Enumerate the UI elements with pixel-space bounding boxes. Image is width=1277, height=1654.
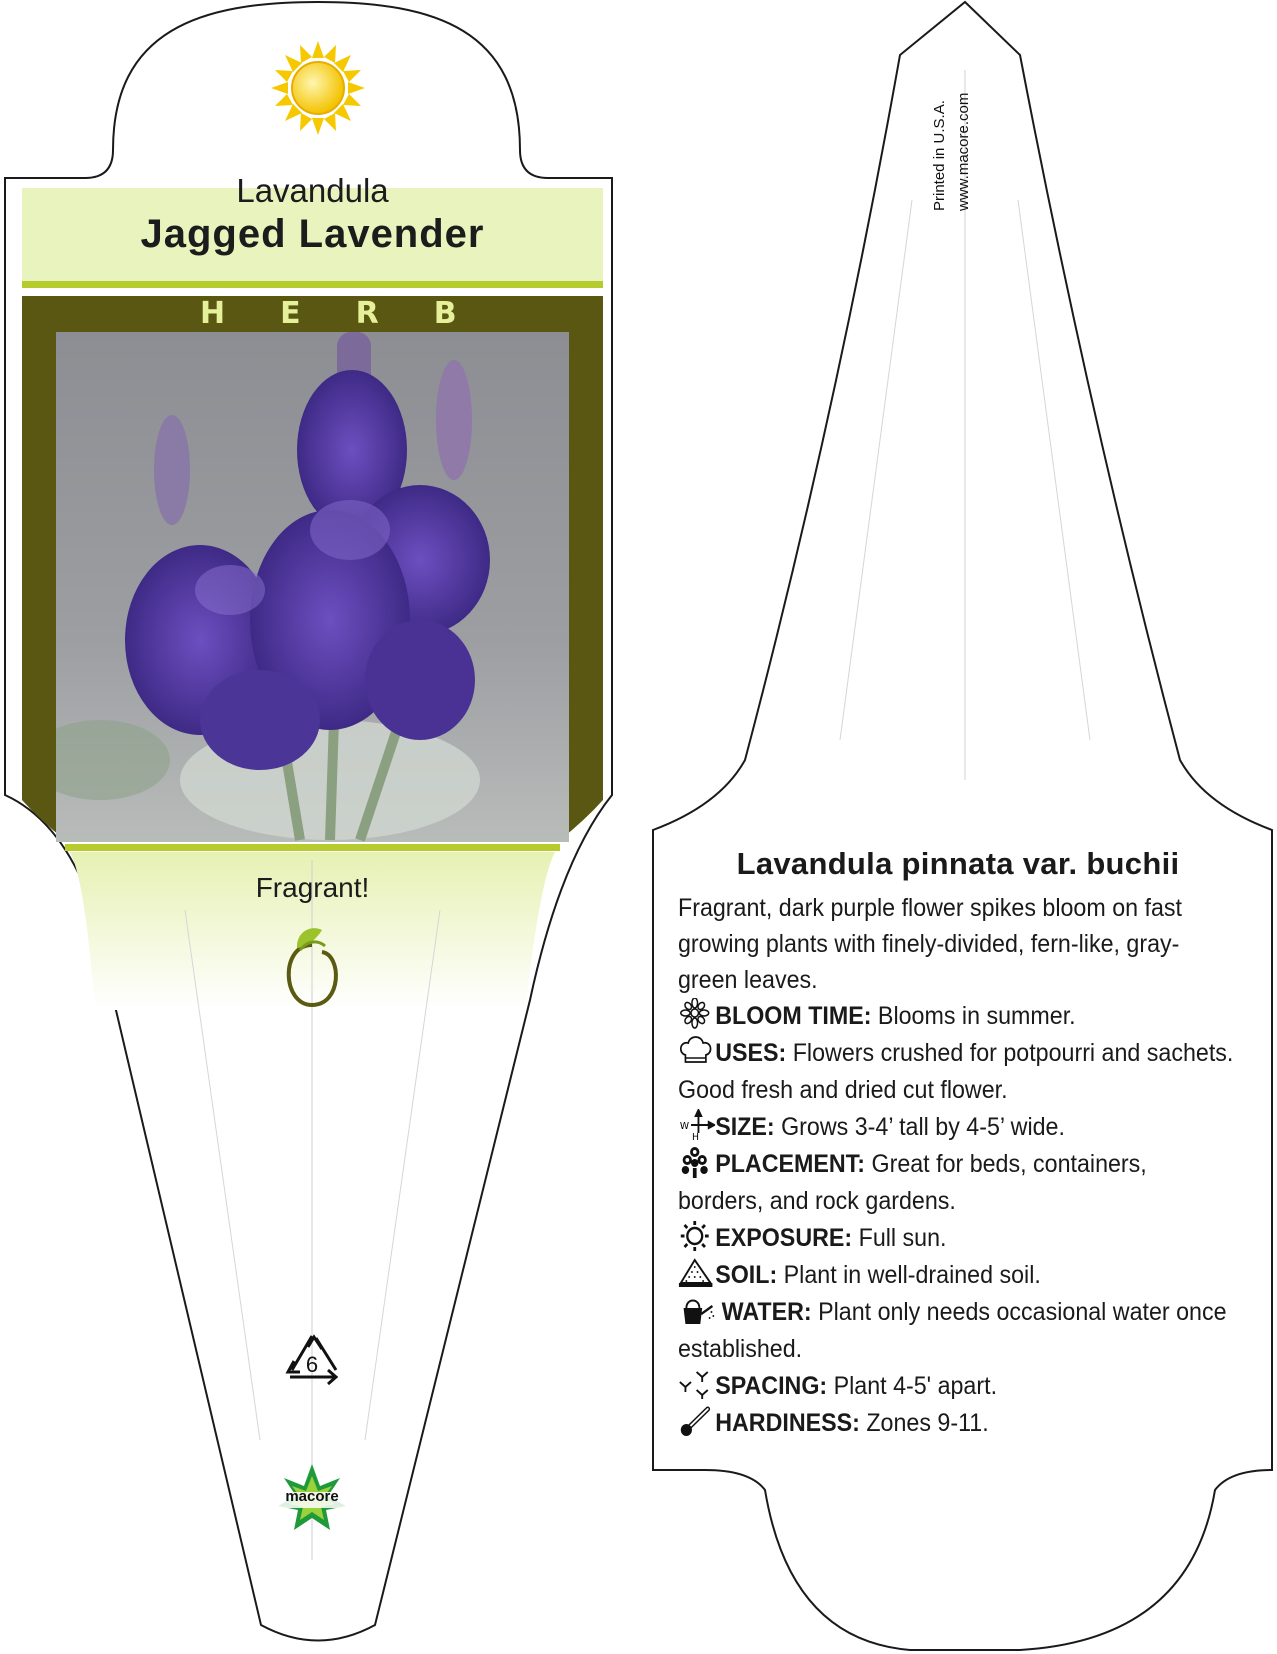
care-text: Plant 4-5' apart. <box>833 1372 998 1400</box>
care-info <box>678 846 1238 1442</box>
website: www.macore.com <box>955 92 972 211</box>
brand-name: macore <box>285 1488 339 1505</box>
care-text: Plant in well-drained soil. <box>783 1261 1041 1289</box>
care-label: HARDINESS: <box>715 1409 860 1437</box>
print-note-block <box>928 46 994 211</box>
care-label: SPACING: <box>715 1372 828 1400</box>
tagline: Fragrant! <box>255 872 370 903</box>
care-text: Full sun. <box>858 1224 947 1252</box>
sun-outline-icon <box>678 1220 715 1250</box>
care-uses <box>678 1035 1236 1109</box>
watering-can-icon <box>678 1294 715 1324</box>
care-label: WATER: <box>721 1298 812 1326</box>
care-text: Flowers crushed for potpourri and sachets. Good fresh and dried cut flower. <box>678 1039 1234 1104</box>
plant-cluster-icon <box>678 1146 715 1176</box>
care-text: Plant only needs occasional water once established. <box>678 1298 1227 1363</box>
care-placement <box>678 1146 1236 1220</box>
print-note: Printed in U.S.A. <box>931 100 948 211</box>
care-water <box>678 1294 1236 1368</box>
botanical-name: Lavandula pinnata var. buchii <box>736 846 1180 881</box>
recycle-code: 6 <box>305 1352 319 1377</box>
care-text: Zones 9-11. <box>866 1409 989 1437</box>
category-label: HERB <box>200 296 512 331</box>
care-label: SIZE: <box>715 1113 775 1141</box>
care-label: SOIL: <box>715 1261 778 1289</box>
care-text: Great for beds, containers, borders, and rock gardens. <box>678 1150 1147 1215</box>
care-bloom-time <box>678 998 1236 1035</box>
soil-pile-icon <box>678 1257 715 1287</box>
care-label: EXPOSURE: <box>715 1224 853 1252</box>
header-rule <box>22 281 603 288</box>
care-text: Blooms in summer. <box>877 1002 1076 1030</box>
care-label: USES: <box>715 1039 787 1067</box>
svg-text:H: H <box>691 1131 699 1141</box>
species-name: Lavandula <box>236 172 389 209</box>
size-arrows-icon <box>678 1109 715 1139</box>
lavender-photo <box>30 332 569 842</box>
photo-bottom-rule <box>65 844 560 851</box>
care-label: PLACEMENT: <box>715 1150 866 1178</box>
thermometer-icon <box>678 1405 715 1435</box>
care-label: BLOOM TIME: <box>715 1002 872 1030</box>
care-spacing <box>678 1368 1236 1405</box>
care-soil <box>678 1257 1236 1294</box>
care-exposure <box>678 1220 1236 1257</box>
care-text: Grows 3-4’ tall by 4-5’ wide. <box>781 1113 1065 1141</box>
flower-icon <box>678 998 715 1028</box>
description: Fragrant, dark purple flower spikes bloom on fast growing plants with finely-divided, fern-like, gray-green leaves. <box>678 894 1182 994</box>
spacing-icon <box>678 1368 715 1398</box>
sun-icon <box>271 41 365 135</box>
care-hardiness <box>678 1405 1236 1442</box>
svg-text:W: W <box>679 1120 690 1133</box>
chef-hat-icon <box>678 1035 715 1065</box>
care-size <box>678 1109 1236 1146</box>
variety-name: Jagged Lavender <box>140 212 485 256</box>
